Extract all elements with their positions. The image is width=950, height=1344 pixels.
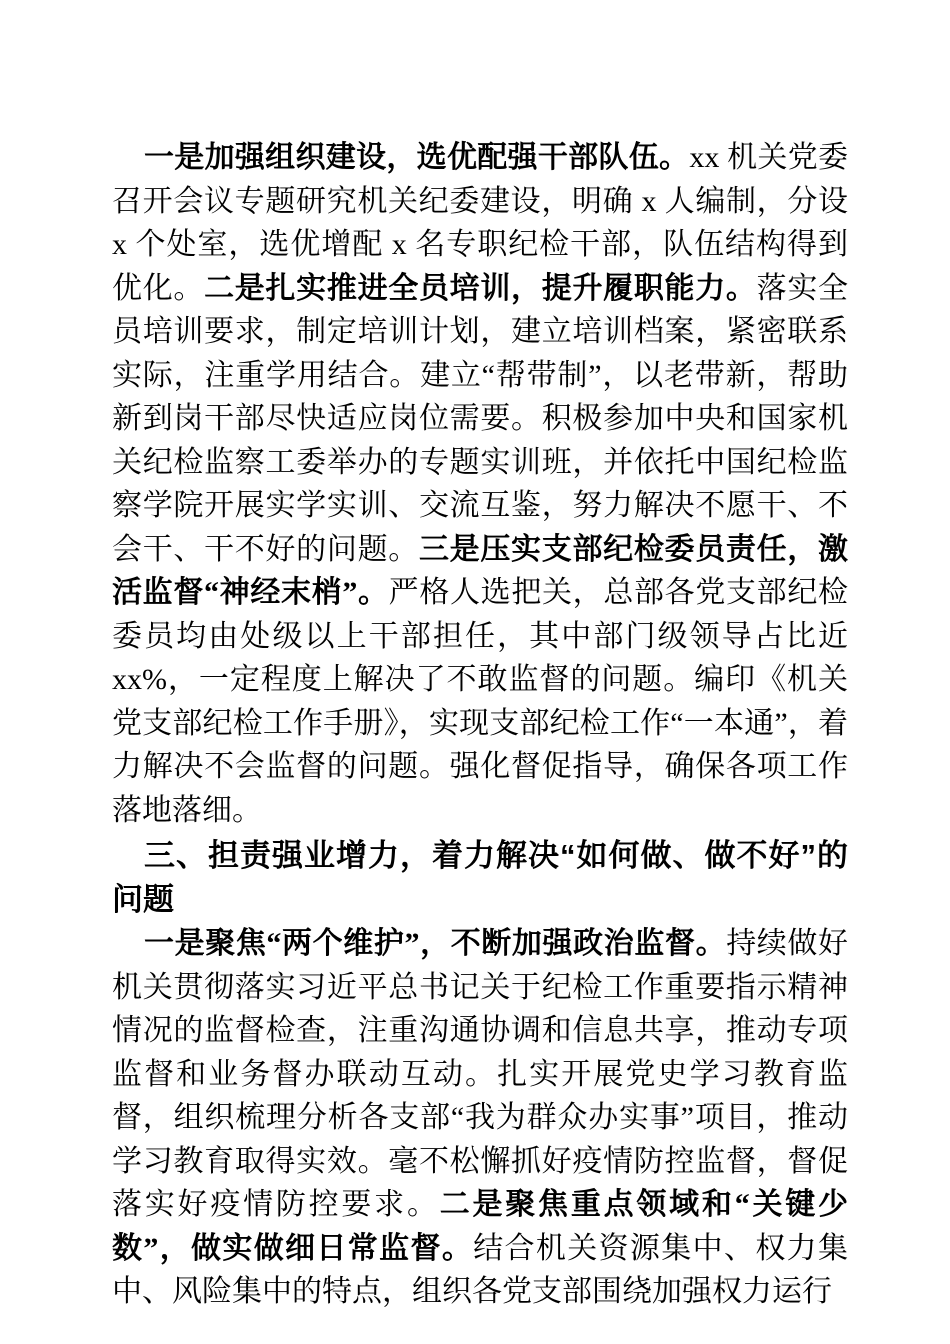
paragraph-organization-building [112, 136, 848, 832]
section-heading: 三、担责强业增力，着力解决“如何做、做不好”的问题 [112, 838, 848, 917]
body-text-run: 严格人选把关，总部各党支部纪检委员均由处级以上干部担任，其中部门级领导占比近 xx%，一定程度上解决了不敢监督的问题。编印《机关党支部纪检工作手册》，实现支部纪检工作“一本通”，着力解决不会监督的问题。强化督促指导，确保各项工作落地落细。 [112, 576, 849, 827]
lead-in-phrase: 一是加强组织建设，选优配强干部队伍。 [144, 141, 690, 174]
body-text-run: 持续做好机关贯彻落实习近平总书记关于纪检工作重要指示精神情况的监督检查，注重沟通协调和信息共享，推动专项监督和业务督办联动互动。扎实开展党史学习教育监督，组织梳理分析各支部“我为群众办实事”项目，推动学习教育取得实效。毫不松懈抓好疫情防控监督，督促落实好疫情防控要求。 [112, 927, 849, 1221]
body-text-run: xx 机关党委召开会议专题研究机关纪委建设，明确 x 人编制，分设 x 个处室，选优增配 x 名专职纪检干部，队伍结构得到优化。 [112, 141, 849, 305]
body-text-run: 落实全员培训要求，制定培训计划，建立培训档案，紧密联系实际，注重学用结合。建立“帮带制”，以老带新，帮助新到岗干部尽快适应岗位需要。积极参加中央和国家机关纪检监察工委举办的专题实训班，并依托中国纪检监察学院开展实学实训、交流互鉴，努力解决不愿干、不会干、干不好的问题。 [112, 271, 849, 566]
document-text-block [112, 136, 848, 1314]
lead-in-phrase: 二是聚焦重点领域和“关键少数”，做实做细日常监督。 [112, 1188, 849, 1265]
lead-in-phrase: 三是压实支部纪检委员责任，激活监督“神经末梢”。 [112, 532, 849, 609]
lead-in-phrase: 一是聚焦“两个维护”，不断加强政治监督。 [144, 927, 727, 960]
body-text-run: 结合机关资源集中、权力集中、风险集中的特点，组织各党支部围绕加强权力运行 [112, 1231, 849, 1308]
paragraph-supervision-focus [112, 922, 848, 1314]
lead-in-phrase: 二是扎实推进全员培训，提升履职能力。 [204, 271, 757, 305]
